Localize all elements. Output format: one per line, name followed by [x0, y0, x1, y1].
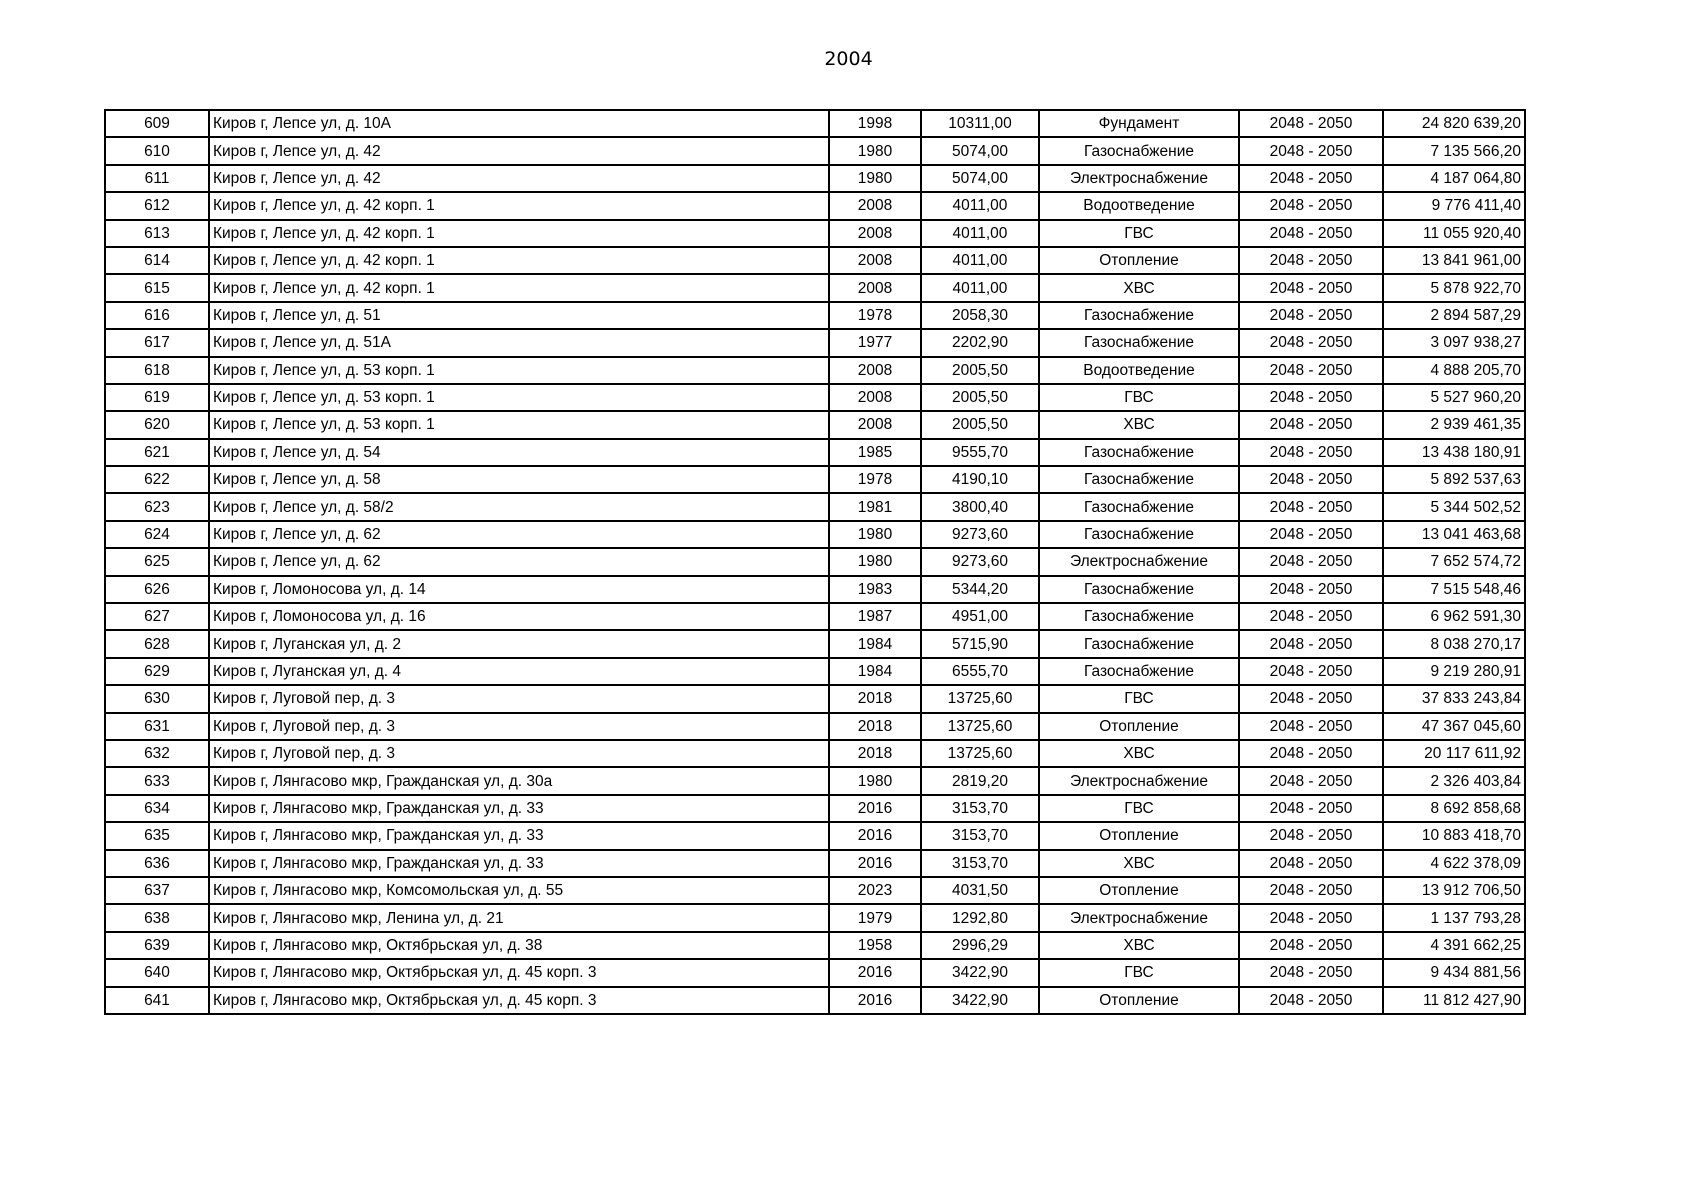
cost-cell: 7 135 566,20: [1383, 137, 1525, 164]
work-type-cell: ХВС: [1039, 740, 1239, 767]
cost-cell: 2 894 587,29: [1383, 302, 1525, 329]
work-type-cell: Электроснабжение: [1039, 904, 1239, 931]
year-cell: 1980: [829, 521, 921, 548]
address-cell: Киров г, Лепсе ул, д. 53 корп. 1: [209, 384, 829, 411]
year-cell: 1984: [829, 630, 921, 657]
year-cell: 1998: [829, 110, 921, 137]
cost-cell: 8 038 270,17: [1383, 630, 1525, 657]
cost-cell: 2 326 403,84: [1383, 767, 1525, 794]
year-cell: 2008: [829, 220, 921, 247]
work-type-cell: Отопление: [1039, 877, 1239, 904]
period-cell: 2048 - 2050: [1239, 411, 1383, 438]
cost-cell: 4 888 205,70: [1383, 357, 1525, 384]
year-cell: 2008: [829, 247, 921, 274]
period-cell: 2048 - 2050: [1239, 795, 1383, 822]
row-number-cell: 633: [105, 767, 209, 794]
row-number-cell: 641: [105, 987, 209, 1014]
row-number-cell: 636: [105, 850, 209, 877]
area-cell: 3800,40: [921, 493, 1039, 520]
period-cell: 2048 - 2050: [1239, 220, 1383, 247]
work-type-cell: ХВС: [1039, 850, 1239, 877]
address-cell: Киров г, Лепсе ул, д. 42 корп. 1: [209, 220, 829, 247]
work-type-cell: Газоснабжение: [1039, 576, 1239, 603]
year-cell: 2016: [829, 959, 921, 986]
row-number-cell: 612: [105, 192, 209, 219]
area-cell: 2819,20: [921, 767, 1039, 794]
cost-cell: 13 438 180,91: [1383, 439, 1525, 466]
year-cell: 2008: [829, 384, 921, 411]
row-number-cell: 613: [105, 220, 209, 247]
work-type-cell: ХВС: [1039, 274, 1239, 301]
area-cell: 3422,90: [921, 959, 1039, 986]
table-row: [105, 357, 1525, 384]
period-cell: 2048 - 2050: [1239, 713, 1383, 740]
work-type-cell: Электроснабжение: [1039, 165, 1239, 192]
year-cell: 2023: [829, 877, 921, 904]
year-cell: 1978: [829, 302, 921, 329]
cost-cell: 3 097 938,27: [1383, 329, 1525, 356]
row-number-cell: 615: [105, 274, 209, 301]
row-number-cell: 640: [105, 959, 209, 986]
repair-schedule-table: [104, 109, 1526, 1015]
area-cell: 6555,70: [921, 658, 1039, 685]
cost-cell: 5 892 537,63: [1383, 466, 1525, 493]
address-cell: Киров г, Лепсе ул, д. 42: [209, 137, 829, 164]
table-row: [105, 740, 1525, 767]
area-cell: 10311,00: [921, 110, 1039, 137]
year-cell: 1981: [829, 493, 921, 520]
table-row: [105, 767, 1525, 794]
work-type-cell: Отопление: [1039, 247, 1239, 274]
year-cell: 1984: [829, 658, 921, 685]
cost-cell: 9 776 411,40: [1383, 192, 1525, 219]
address-cell: Киров г, Лянгасово мкр, Гражданская ул, д. 30а: [209, 767, 829, 794]
table-row: [105, 384, 1525, 411]
work-type-cell: Газоснабжение: [1039, 493, 1239, 520]
area-cell: 9273,60: [921, 548, 1039, 575]
address-cell: Киров г, Лянгасово мкр, Октябрьская ул, д. 45 корп. 3: [209, 959, 829, 986]
address-cell: Киров г, Лепсе ул, д. 42 корп. 1: [209, 247, 829, 274]
period-cell: 2048 - 2050: [1239, 630, 1383, 657]
table-row: [105, 466, 1525, 493]
work-type-cell: ГВС: [1039, 384, 1239, 411]
address-cell: Киров г, Лепсе ул, д. 51А: [209, 329, 829, 356]
row-number-cell: 626: [105, 576, 209, 603]
work-type-cell: ХВС: [1039, 932, 1239, 959]
area-cell: 9555,70: [921, 439, 1039, 466]
year-cell: 1977: [829, 329, 921, 356]
area-cell: 5074,00: [921, 137, 1039, 164]
cost-cell: 7 515 548,46: [1383, 576, 1525, 603]
work-type-cell: Электроснабжение: [1039, 767, 1239, 794]
period-cell: 2048 - 2050: [1239, 137, 1383, 164]
address-cell: Киров г, Ломоносова ул, д. 16: [209, 603, 829, 630]
year-cell: 2008: [829, 192, 921, 219]
table-row: [105, 932, 1525, 959]
period-cell: 2048 - 2050: [1239, 740, 1383, 767]
period-cell: 2048 - 2050: [1239, 685, 1383, 712]
table-row: [105, 274, 1525, 301]
work-type-cell: ГВС: [1039, 685, 1239, 712]
cost-cell: 13 912 706,50: [1383, 877, 1525, 904]
work-type-cell: Газоснабжение: [1039, 302, 1239, 329]
work-type-cell: Газоснабжение: [1039, 329, 1239, 356]
period-cell: 2048 - 2050: [1239, 658, 1383, 685]
cost-cell: 2 939 461,35: [1383, 411, 1525, 438]
work-type-cell: Водоотведение: [1039, 192, 1239, 219]
work-type-cell: Газоснабжение: [1039, 658, 1239, 685]
year-cell: 1978: [829, 466, 921, 493]
year-cell: 1980: [829, 767, 921, 794]
table-row: [105, 165, 1525, 192]
area-cell: 2005,50: [921, 411, 1039, 438]
table-row: [105, 137, 1525, 164]
period-cell: 2048 - 2050: [1239, 493, 1383, 520]
year-cell: 1958: [829, 932, 921, 959]
cost-cell: 4 391 662,25: [1383, 932, 1525, 959]
area-cell: 13725,60: [921, 740, 1039, 767]
address-cell: Киров г, Лепсе ул, д. 53 корп. 1: [209, 411, 829, 438]
cost-cell: 4 187 064,80: [1383, 165, 1525, 192]
year-cell: 2018: [829, 713, 921, 740]
table-row: [105, 110, 1525, 137]
table-row: [105, 247, 1525, 274]
cost-cell: 47 367 045,60: [1383, 713, 1525, 740]
table-row: [105, 302, 1525, 329]
period-cell: 2048 - 2050: [1239, 247, 1383, 274]
year-cell: 2018: [829, 740, 921, 767]
address-cell: Киров г, Лянгасово мкр, Гражданская ул, д. 33: [209, 850, 829, 877]
year-cell: 1987: [829, 603, 921, 630]
area-cell: 5344,20: [921, 576, 1039, 603]
row-number-cell: 637: [105, 877, 209, 904]
work-type-cell: Газоснабжение: [1039, 137, 1239, 164]
work-type-cell: Газоснабжение: [1039, 466, 1239, 493]
row-number-cell: 625: [105, 548, 209, 575]
work-type-cell: Газоснабжение: [1039, 603, 1239, 630]
work-type-cell: Фундамент: [1039, 110, 1239, 137]
table-row: [105, 904, 1525, 931]
row-number-cell: 635: [105, 822, 209, 849]
address-cell: Киров г, Ломоносова ул, д. 14: [209, 576, 829, 603]
table-row: [105, 959, 1525, 986]
period-cell: 2048 - 2050: [1239, 302, 1383, 329]
address-cell: Киров г, Лянгасово мкр, Гражданская ул, д. 33: [209, 822, 829, 849]
area-cell: 3422,90: [921, 987, 1039, 1014]
cost-cell: 13 841 961,00: [1383, 247, 1525, 274]
row-number-cell: 629: [105, 658, 209, 685]
address-cell: Киров г, Луговой пер, д. 3: [209, 685, 829, 712]
area-cell: 1292,80: [921, 904, 1039, 931]
row-number-cell: 638: [105, 904, 209, 931]
row-number-cell: 614: [105, 247, 209, 274]
period-cell: 2048 - 2050: [1239, 932, 1383, 959]
table-row: [105, 521, 1525, 548]
table-row: [105, 603, 1525, 630]
table-row: [105, 576, 1525, 603]
year-cell: 1985: [829, 439, 921, 466]
table-row: [105, 493, 1525, 520]
table-row: [105, 822, 1525, 849]
year-cell: 2016: [829, 987, 921, 1014]
period-cell: 2048 - 2050: [1239, 822, 1383, 849]
row-number-cell: 634: [105, 795, 209, 822]
year-cell: 2008: [829, 274, 921, 301]
address-cell: Киров г, Лепсе ул, д. 10А: [209, 110, 829, 137]
table-row: [105, 713, 1525, 740]
period-cell: 2048 - 2050: [1239, 329, 1383, 356]
table-row: [105, 220, 1525, 247]
address-cell: Киров г, Лепсе ул, д. 62: [209, 548, 829, 575]
area-cell: 13725,60: [921, 685, 1039, 712]
row-number-cell: 611: [105, 165, 209, 192]
work-type-cell: ГВС: [1039, 795, 1239, 822]
year-cell: 1980: [829, 137, 921, 164]
work-type-cell: Отопление: [1039, 987, 1239, 1014]
area-cell: 3153,70: [921, 795, 1039, 822]
work-type-cell: Газоснабжение: [1039, 521, 1239, 548]
period-cell: 2048 - 2050: [1239, 767, 1383, 794]
cost-cell: 37 833 243,84: [1383, 685, 1525, 712]
year-cell: 1983: [829, 576, 921, 603]
address-cell: Киров г, Лепсе ул, д. 62: [209, 521, 829, 548]
area-cell: 4011,00: [921, 192, 1039, 219]
year-cell: 1979: [829, 904, 921, 931]
period-cell: 2048 - 2050: [1239, 521, 1383, 548]
period-cell: 2048 - 2050: [1239, 987, 1383, 1014]
cost-cell: 5 527 960,20: [1383, 384, 1525, 411]
table-row: [105, 658, 1525, 685]
table-body: [105, 110, 1525, 1014]
year-cell: 2016: [829, 822, 921, 849]
table-row: [105, 630, 1525, 657]
row-number-cell: 627: [105, 603, 209, 630]
period-cell: 2048 - 2050: [1239, 165, 1383, 192]
row-number-cell: 618: [105, 357, 209, 384]
area-cell: 2058,30: [921, 302, 1039, 329]
cost-cell: 6 962 591,30: [1383, 603, 1525, 630]
area-cell: 9273,60: [921, 521, 1039, 548]
period-cell: 2048 - 2050: [1239, 576, 1383, 603]
cost-cell: 24 820 639,20: [1383, 110, 1525, 137]
area-cell: 2996,29: [921, 932, 1039, 959]
year-cell: 2008: [829, 357, 921, 384]
row-number-cell: 622: [105, 466, 209, 493]
period-cell: 2048 - 2050: [1239, 192, 1383, 219]
cost-cell: 7 652 574,72: [1383, 548, 1525, 575]
row-number-cell: 610: [105, 137, 209, 164]
page-number: 2004: [824, 48, 873, 70]
address-cell: Киров г, Луганская ул, д. 2: [209, 630, 829, 657]
row-number-cell: 632: [105, 740, 209, 767]
table-row: [105, 850, 1525, 877]
period-cell: 2048 - 2050: [1239, 603, 1383, 630]
address-cell: Киров г, Лепсе ул, д. 42: [209, 165, 829, 192]
address-cell: Киров г, Лянгасово мкр, Комсомольская ул, д. 55: [209, 877, 829, 904]
address-cell: Киров г, Лепсе ул, д. 58/2: [209, 493, 829, 520]
address-cell: Киров г, Лянгасово мкр, Ленина ул, д. 21: [209, 904, 829, 931]
row-number-cell: 623: [105, 493, 209, 520]
cost-cell: 9 219 280,91: [1383, 658, 1525, 685]
cost-cell: 8 692 858,68: [1383, 795, 1525, 822]
work-type-cell: Отопление: [1039, 713, 1239, 740]
year-cell: 1980: [829, 165, 921, 192]
row-number-cell: 628: [105, 630, 209, 657]
period-cell: 2048 - 2050: [1239, 904, 1383, 931]
area-cell: 2005,50: [921, 384, 1039, 411]
area-cell: 5074,00: [921, 165, 1039, 192]
cost-cell: 20 117 611,92: [1383, 740, 1525, 767]
address-cell: Киров г, Лепсе ул, д. 53 корп. 1: [209, 357, 829, 384]
row-number-cell: 624: [105, 521, 209, 548]
work-type-cell: Газоснабжение: [1039, 630, 1239, 657]
address-cell: Киров г, Лянгасово мкр, Гражданская ул, д. 33: [209, 795, 829, 822]
year-cell: 2008: [829, 411, 921, 438]
row-number-cell: 619: [105, 384, 209, 411]
address-cell: Киров г, Лепсе ул, д. 42 корп. 1: [209, 274, 829, 301]
address-cell: Киров г, Лепсе ул, д. 42 корп. 1: [209, 192, 829, 219]
address-cell: Киров г, Лепсе ул, д. 51: [209, 302, 829, 329]
address-cell: Киров г, Луговой пер, д. 3: [209, 713, 829, 740]
address-cell: Киров г, Лепсе ул, д. 54: [209, 439, 829, 466]
cost-cell: 10 883 418,70: [1383, 822, 1525, 849]
row-number-cell: 617: [105, 329, 209, 356]
row-number-cell: 616: [105, 302, 209, 329]
period-cell: 2048 - 2050: [1239, 548, 1383, 575]
period-cell: 2048 - 2050: [1239, 877, 1383, 904]
year-cell: 2016: [829, 850, 921, 877]
area-cell: 4031,50: [921, 877, 1039, 904]
work-type-cell: ХВС: [1039, 411, 1239, 438]
period-cell: 2048 - 2050: [1239, 357, 1383, 384]
address-cell: Киров г, Лянгасово мкр, Октябрьская ул, д. 38: [209, 932, 829, 959]
cost-cell: 11 812 427,90: [1383, 987, 1525, 1014]
address-cell: Киров г, Лянгасово мкр, Октябрьская ул, д. 45 корп. 3: [209, 987, 829, 1014]
row-number-cell: 621: [105, 439, 209, 466]
area-cell: 4190,10: [921, 466, 1039, 493]
cost-cell: 1 137 793,28: [1383, 904, 1525, 931]
cost-cell: 13 041 463,68: [1383, 521, 1525, 548]
area-cell: 2005,50: [921, 357, 1039, 384]
table-row: [105, 329, 1525, 356]
period-cell: 2048 - 2050: [1239, 384, 1383, 411]
area-cell: 5715,90: [921, 630, 1039, 657]
work-type-cell: Газоснабжение: [1039, 439, 1239, 466]
area-cell: 4011,00: [921, 274, 1039, 301]
area-cell: 4951,00: [921, 603, 1039, 630]
area-cell: 3153,70: [921, 822, 1039, 849]
table-row: [105, 192, 1525, 219]
work-type-cell: Электроснабжение: [1039, 548, 1239, 575]
row-number-cell: 630: [105, 685, 209, 712]
address-cell: Киров г, Луговой пер, д. 3: [209, 740, 829, 767]
area-cell: 3153,70: [921, 850, 1039, 877]
area-cell: 2202,90: [921, 329, 1039, 356]
address-cell: Киров г, Луганская ул, д. 4: [209, 658, 829, 685]
table-row: [105, 877, 1525, 904]
year-cell: 1980: [829, 548, 921, 575]
address-cell: Киров г, Лепсе ул, д. 58: [209, 466, 829, 493]
table-row: [105, 685, 1525, 712]
area-cell: 4011,00: [921, 247, 1039, 274]
row-number-cell: 631: [105, 713, 209, 740]
area-cell: 13725,60: [921, 713, 1039, 740]
row-number-cell: 639: [105, 932, 209, 959]
table-row: [105, 439, 1525, 466]
period-cell: 2048 - 2050: [1239, 274, 1383, 301]
row-number-cell: 609: [105, 110, 209, 137]
area-cell: 4011,00: [921, 220, 1039, 247]
work-type-cell: Отопление: [1039, 822, 1239, 849]
table-row: [105, 548, 1525, 575]
work-type-cell: Водоотведение: [1039, 357, 1239, 384]
period-cell: 2048 - 2050: [1239, 439, 1383, 466]
table-row: [105, 411, 1525, 438]
period-cell: 2048 - 2050: [1239, 959, 1383, 986]
work-type-cell: ГВС: [1039, 220, 1239, 247]
cost-cell: 4 622 378,09: [1383, 850, 1525, 877]
cost-cell: 11 055 920,40: [1383, 220, 1525, 247]
work-type-cell: ГВС: [1039, 959, 1239, 986]
cost-cell: 5 344 502,52: [1383, 493, 1525, 520]
period-cell: 2048 - 2050: [1239, 466, 1383, 493]
table-row: [105, 795, 1525, 822]
table-row: [105, 987, 1525, 1014]
cost-cell: 9 434 881,56: [1383, 959, 1525, 986]
cost-cell: 5 878 922,70: [1383, 274, 1525, 301]
year-cell: 2018: [829, 685, 921, 712]
row-number-cell: 620: [105, 411, 209, 438]
period-cell: 2048 - 2050: [1239, 850, 1383, 877]
year-cell: 2016: [829, 795, 921, 822]
period-cell: 2048 - 2050: [1239, 110, 1383, 137]
